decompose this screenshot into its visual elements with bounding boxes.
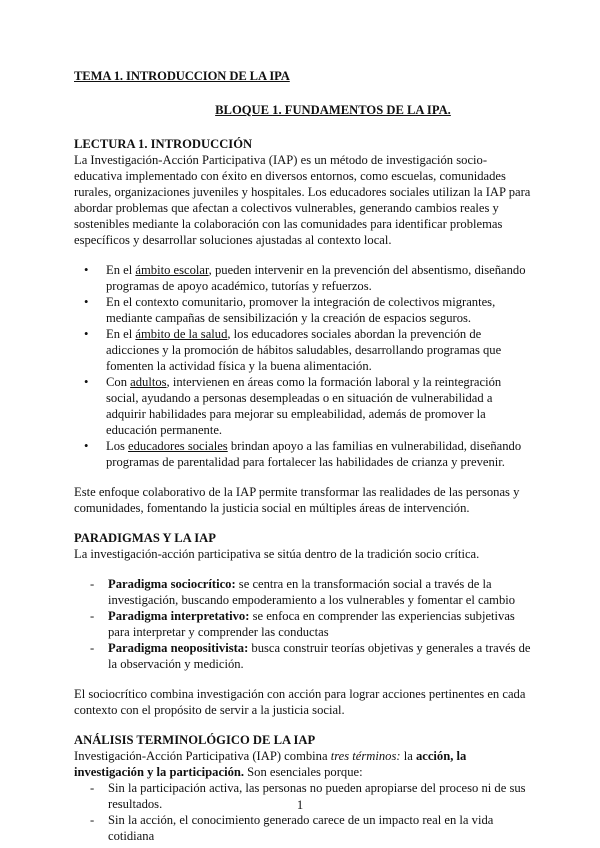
list-item: • Los educadores sociales brindan apoyo a las familias en vulnerabilidad, diseñando programas de parentalidad para fortalecer las habilidades de crianza y prevenir. — [106, 438, 532, 470]
list-item: - Paradigma neopositivista: busca construir teorías objetivas y generales a través de la observación y medición. — [108, 640, 532, 672]
list-item: - Paradigma sociocrítico: se centra en la transformación social a través de la investigación, buscando empoderamiento a los vulnerables y fomentar el cambio — [108, 576, 532, 608]
page-number: 1 — [296, 798, 304, 812]
list-item: • En el ámbito escolar, pueden intervenir en la prevención del absentismo, diseñando programas de apoyo académico, tutorías y refuerzos. — [106, 262, 532, 294]
list-item: - Paradigma interpretativo: se enfoca en comprender las experiencias subjetivas para interpretar y comprender las conductas — [108, 608, 532, 640]
lectura-closing: Este enfoque colaborativo de la IAP permite transformar las realidades de las personas y comunidades, fomentando la justicia social en múltiples áreas de intervención. — [74, 485, 520, 515]
lectura-intro: La Investigación-Acción Participativa (IAP) es un método de investigación socio-educativa implementado con éxito en diversos entornos, como escuelas, comunidades rurales, organizaciones juveniles y hospitales. Los educadores sociales utilizan la IAP para abordar problemas que afectan a colectivos vulnerables, generando cambios reales y sostenibles mediante la colaboración con las comunidades para identificar problemas específicos y desarrollar soluciones ajustadas al contexto local. — [74, 153, 531, 247]
paradigmas-intro: La investigación-acción participativa se sitúa dentro de la tradición socio crítica. — [74, 547, 480, 561]
lectura-bullet-list — [74, 262, 532, 470]
document-page — [74, 68, 532, 844]
paradigmas-closing: El sociocrítico combina investigación con acción para lograr acciones pertinentes en cada contexto con el propósito de servir a la justicia social. — [74, 687, 526, 717]
analisis-heading: ANÁLISIS TERMINOLÓGICO DE LA IAP — [74, 733, 316, 747]
paradigmas-heading: PARADIGMAS Y LA IAP — [74, 531, 216, 545]
bloque-title: BLOQUE 1. FUNDAMENTOS DE LA IPA. — [215, 103, 451, 117]
list-item: • En el ámbito de la salud, los educadores sociales abordan la prevención de adicciones y la promoción de hábitos saludables, desarrollando programas que fomenten la actividad física y la buena alimentación. — [106, 326, 532, 374]
paradigmas-list — [74, 576, 532, 672]
list-item: - Sin la participación activa, las personas no pueden apropiarse del proceso ni de sus resultados. — [108, 780, 532, 812]
tema-title: TEMA 1. INTRODUCCION DE LA IPA — [74, 69, 290, 83]
list-item: • Con adultos, intervienen en áreas como la formación laboral y la reintegración social, ayudando a personas desempleadas o en situación de vulnerabilidad a adquirir habilidades para mejorar su empleabilidad, además de promover la educación permanente. — [106, 374, 532, 438]
lectura-heading: LECTURA 1. INTRODUCCIÓN — [74, 137, 253, 151]
list-item: • En el contexto comunitario, promover la integración de colectivos migrantes, mediante campañas de sensibilización y la creación de espacios seguros. — [106, 294, 532, 326]
list-item: - Sin la acción, el conocimiento generado carece de un impacto real en la vida cotidiana — [108, 812, 532, 844]
analisis-intro: Investigación-Acción Participativa (IAP) combina tres términos: la acción, la investigación y la participación. Son esenciales porque: — [74, 749, 467, 779]
